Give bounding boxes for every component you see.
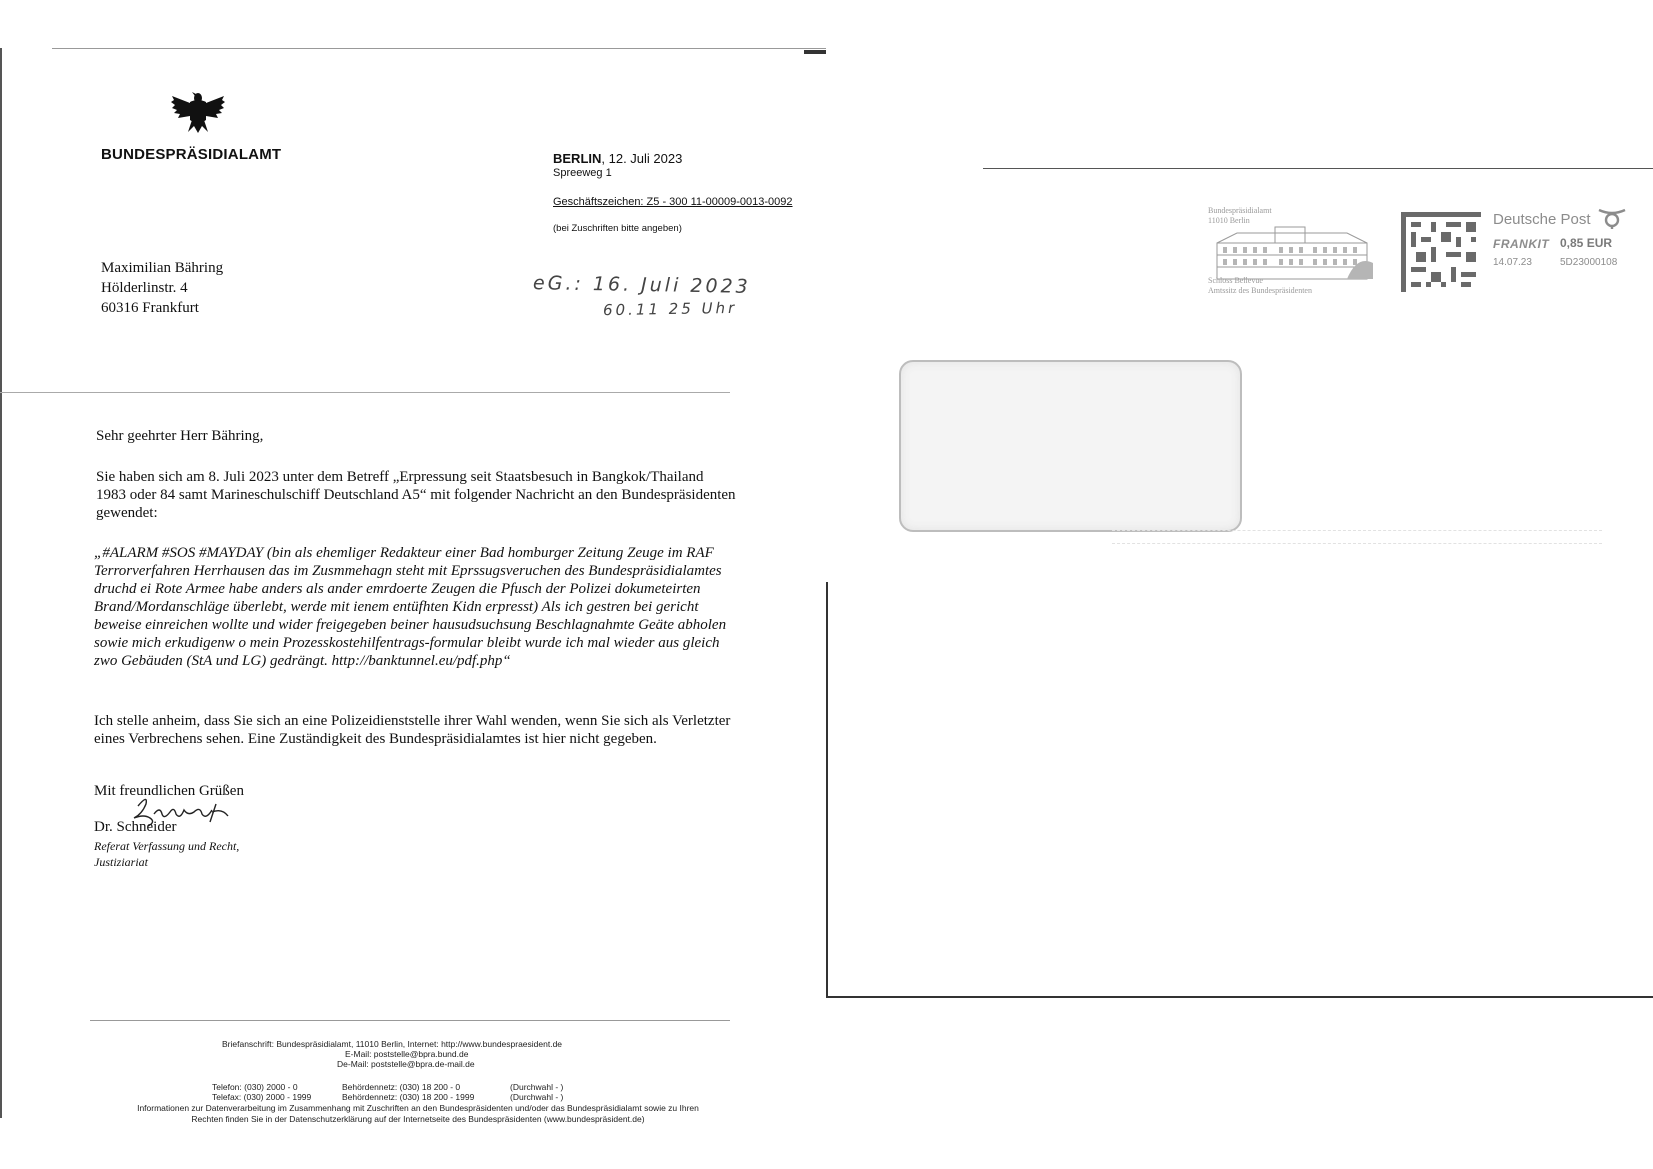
envelope-left-edge — [826, 582, 828, 998]
fax-number: (030) 2000 - 1999 — [243, 1092, 312, 1102]
recipient-street: Hölderlinstr. 4 — [101, 280, 188, 296]
salutation: Sehr geehrter Herr Bähring, — [96, 428, 264, 444]
postmark-date: 14.07.23 — [1493, 257, 1532, 268]
fax-net-label: Behördennetz: — [342, 1092, 398, 1102]
footer-postal: Briefanschrift: Bundespräsidialamt, 11010 Berlin, Internet: http://www.bundespraesident.de — [222, 1039, 563, 1049]
privacy-line-1: Informationen zur Datenverarbeitung im Zusammenhang mit Zuschriften an den Bundespräsidenten und/oder das Bundespräsidialamt sowie zu Ihren — [137, 1103, 699, 1113]
footer-divider — [90, 1020, 730, 1021]
building-caption-line-1: Schloss Bellevue — [1208, 276, 1263, 285]
quoted-message: „#ALARM #SOS #MAYDAY (bin als ehemliger Redakteur einer Bad homburger Zeitung Zeuge im RAF Terrorverfahren Herrhausen das im Zusmmehagn steht mit Eprssugsveruchen des Bundespräsidialamtes druchd ei Rote Armee habe anders als ander emrdoerte Zeugen die Pfusch der Polizei dokumeteirten Brand/Mordanschläge überlebt, werde mit ienem entüfhten Kidn erpresst) Als ich gestren bei gericht beweise einreichen wollte und wider freigegeben beiner hausudsuchsung Beschlagnahmte Geäte abholen sowie mich erkudigenw o mein Prozesskostehilfentrags-formular bleibt wurde ich mal wieder aus gleich zwo Gebäuden (StA und LG) gedrängt. http://banktunnel.eu/pdf.php“ — [94, 545, 727, 669]
carrier-name: Deutsche Post — [1493, 211, 1591, 228]
envelope-window — [899, 360, 1242, 532]
footer-tel-extension: (Durchwahl - ) — [510, 1082, 564, 1092]
handwritten-received-date: eG.: 16. Juli 2023 — [532, 272, 751, 298]
recipient-city: 60316 Frankfurt — [101, 300, 199, 316]
franking-product: FRANKIT — [1493, 237, 1550, 251]
tel-number: (030) 2000 - 0 — [244, 1082, 298, 1092]
recipient-name: Maximilian Bähring — [101, 260, 224, 276]
place-date: BERLIN, 12. Juli 2023 — [553, 151, 683, 166]
signer-name: Dr. Schneider — [94, 819, 177, 835]
tel-label: Telefon: — [212, 1082, 242, 1092]
recipient-address — [101, 258, 223, 318]
letter-top-edge — [52, 48, 826, 49]
department — [94, 838, 239, 870]
paragraph-response: Ich stelle anheim, dass Sie sich an eine Polizeidienststelle ihrer Wahl wenden, wenn Sie sich als Verletzter eines Verbrechens sehen. Eine Zuständigkeit des Bundespräsidialamtes ist hier nicht gegeben. — [94, 713, 731, 747]
footer-privacy-info — [98, 1103, 738, 1125]
sender-line-1: Bundespräsidialamt — [1208, 206, 1272, 215]
footer-fax-extension: (Durchwahl - ) — [510, 1092, 564, 1102]
privacy-line-2: Rechten finden Sie in der Datenschutzerklärung auf der Internetseite des Bundespräsidenten (www.bundespräsident.de) — [191, 1114, 645, 1124]
letter-date: 12. Juli 2023 — [608, 151, 683, 166]
scan-mark — [804, 50, 826, 54]
letter-left-edge — [0, 48, 2, 1118]
post-horn-icon — [1597, 206, 1627, 230]
franking-machine-id: 5D23000108 — [1560, 257, 1618, 268]
building-caption — [1208, 276, 1312, 296]
datamatrix-code-icon — [1401, 212, 1481, 292]
department-line-1: Referat Verfassung und Recht, — [94, 839, 240, 853]
sender-line-2: 11010 Berlin — [1208, 216, 1250, 225]
tel-net-number: (030) 18 200 - 0 — [399, 1082, 461, 1092]
organisation-name: BUNDESPRÄSIDIALAMT — [101, 146, 282, 163]
handwritten-received-time: 60.11 25 Uhr — [602, 298, 738, 320]
envelope-sender — [1208, 206, 1272, 226]
envelope-bottom-edge — [826, 996, 1653, 998]
paragraph-intro: Sie haben sich am 8. Juli 2023 unter dem Betreff „Erpressung seit Staatsbesuch in Bangkok/Thailand 1983 oder 84 samt Marineschulschiff Deutschland A5“ mit folgender Nachricht an den Bundespräsidenten gewendet: — [96, 469, 736, 521]
envelope-print-bleed — [1112, 530, 1602, 544]
building-caption-line-2: Amtssitz des Bundespräsidenten — [1208, 286, 1312, 295]
federal-eagle-icon — [170, 90, 226, 134]
department-line-2: Justiziariat — [94, 855, 149, 869]
closing: Mit freundlichen Grüßen — [94, 783, 244, 799]
footer-fax-net — [342, 1092, 474, 1103]
tel-net-label: Behördennetz: — [342, 1082, 398, 1092]
reference-number: Geschäftszeichen: Z5 - 300 11-00009-0013-0092 — [553, 196, 793, 208]
sender-street: Spreeweg 1 — [553, 167, 612, 179]
footer-email: E-Mail: poststelle@bpra.bund.de — [345, 1049, 469, 1059]
reference-note: (bei Zuschriften bitte angeben) — [553, 223, 682, 234]
postage-amount: 0,85 EUR — [1560, 236, 1613, 250]
fax-label: Telefax: — [212, 1092, 242, 1102]
footer-telefax — [212, 1092, 311, 1103]
fax-net-number: (030) 18 200 - 1999 — [399, 1092, 475, 1102]
fold-line — [0, 392, 730, 393]
city: BERLIN — [553, 151, 602, 166]
envelope-top-edge — [983, 168, 1653, 169]
footer-demail: De-Mail: poststelle@bpra.de-mail.de — [337, 1059, 475, 1069]
